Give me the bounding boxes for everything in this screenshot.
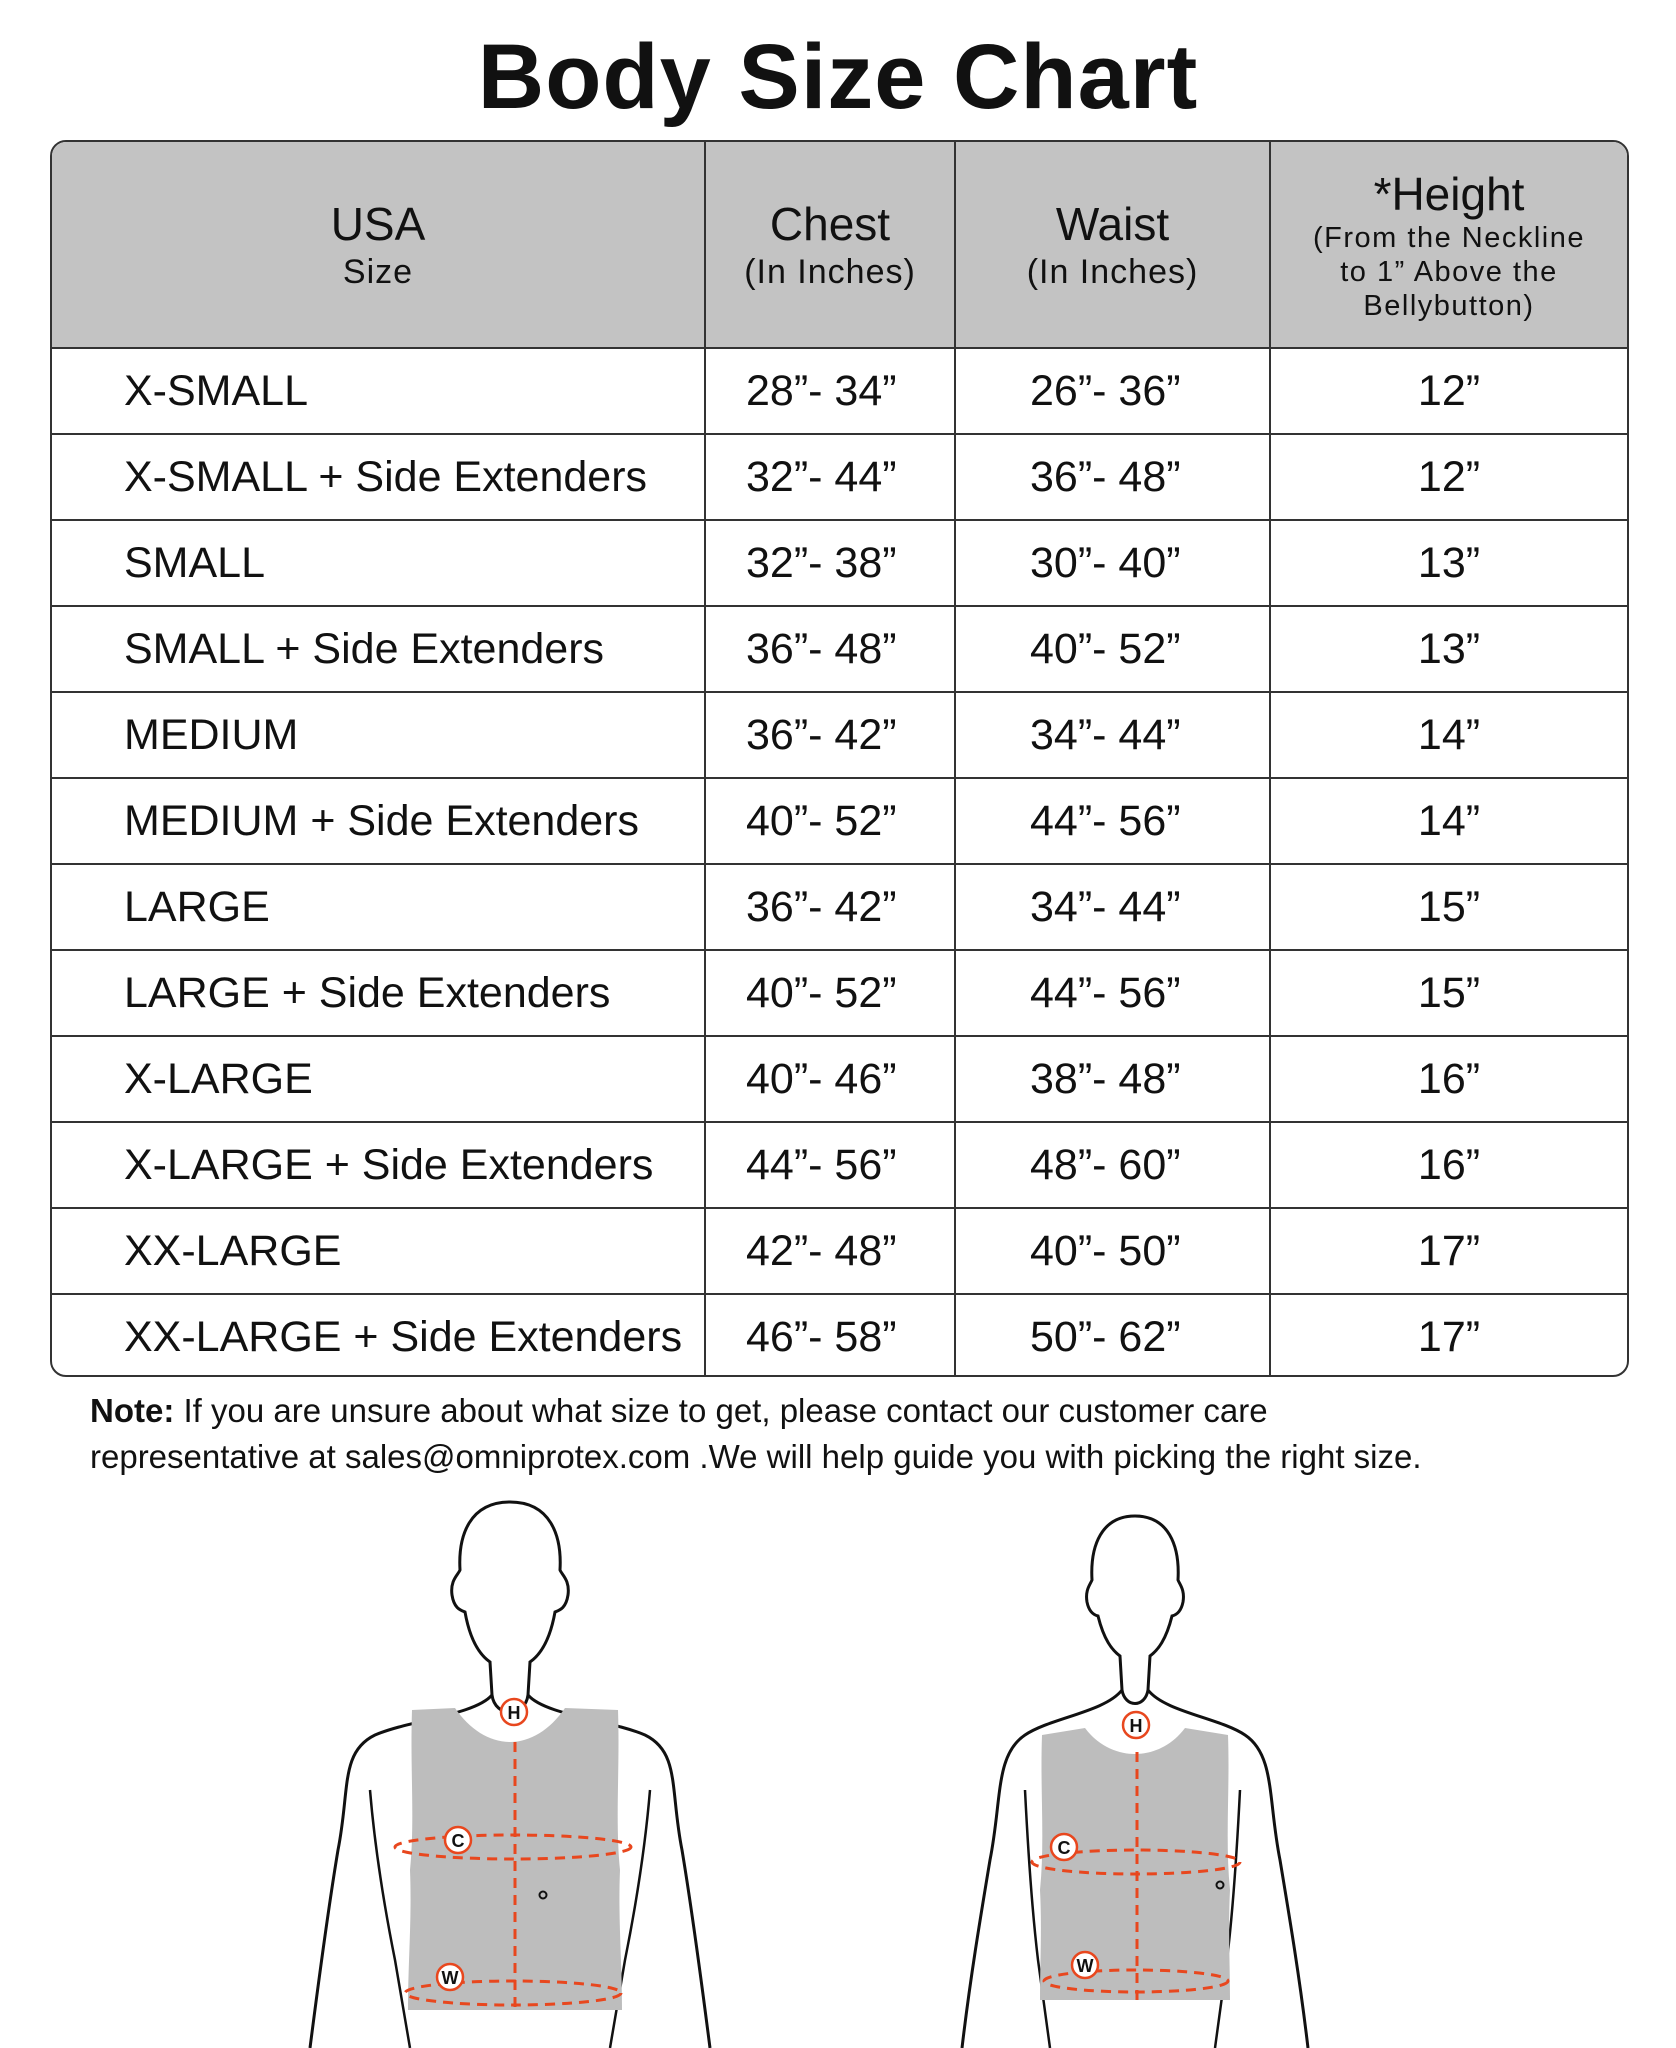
height-marker [501, 1699, 527, 1725]
note-label: Note: [90, 1392, 175, 1429]
table-row [52, 778, 1627, 864]
svg-text:C: C [1057, 1838, 1071, 1858]
height-cell: 16” [1270, 1036, 1627, 1122]
size-cell: XX-LARGE [52, 1208, 705, 1294]
waist-cell: 26”- 36” [955, 348, 1270, 434]
female-body-figure [940, 1490, 1360, 2048]
table-row [52, 950, 1627, 1036]
chest-cell: 28”- 34” [705, 348, 955, 434]
note-text [90, 1388, 1610, 1480]
chest-cell: 32”- 44” [705, 434, 955, 520]
table-row [52, 1122, 1627, 1208]
waist-cell: 40”- 52” [955, 606, 1270, 692]
header-usa-size: USA Size [52, 142, 705, 348]
note-line-2: representative at sales@omniprotex.com .We will help guide you with picking the right size. [90, 1438, 1422, 1475]
chest-cell: 32”- 38” [705, 520, 955, 606]
size-cell: LARGE + Side Extenders [52, 950, 705, 1036]
chest-marker [445, 1827, 471, 1853]
svg-text:H: H [1129, 1716, 1143, 1736]
size-cell: MEDIUM + Side Extenders [52, 778, 705, 864]
height-cell: 13” [1270, 520, 1627, 606]
waist-cell: 48”- 60” [955, 1122, 1270, 1208]
height-cell: 17” [1270, 1208, 1627, 1294]
size-cell: X-LARGE [52, 1036, 705, 1122]
size-cell: X-LARGE + Side Extenders [52, 1122, 705, 1208]
size-cell: SMALL + Side Extenders [52, 606, 705, 692]
chest-marker [1051, 1834, 1077, 1860]
svg-text:C: C [451, 1831, 465, 1851]
male-body-figure [300, 1490, 720, 2048]
height-cell: 12” [1270, 348, 1627, 434]
height-cell: 14” [1270, 778, 1627, 864]
table-row [52, 348, 1627, 434]
chest-cell: 40”- 46” [705, 1036, 955, 1122]
waist-cell: 34”- 44” [955, 864, 1270, 950]
height-cell: 17” [1417, 1313, 1481, 1361]
waist-cell: 34”- 44” [955, 692, 1270, 778]
size-chart-table [50, 140, 1629, 1377]
waist-cell: 38”- 48” [955, 1036, 1270, 1122]
chest-cell: 42”- 48” [705, 1208, 955, 1294]
waist-cell: 44”- 56” [955, 950, 1270, 1036]
size-cell: XX-LARGE + Side Extenders [52, 1294, 705, 1377]
table-row [52, 864, 1627, 950]
head-outline [452, 1502, 569, 1712]
table-row [52, 692, 1627, 778]
page-title: Body Size Chart [477, 26, 1199, 128]
chest-cell: 40”- 52” [705, 950, 955, 1036]
size-cell: MEDIUM [52, 692, 705, 778]
table-row [52, 520, 1627, 606]
header-height: *Height (From the Neckline to 1” Above the Bellybutton) [1270, 142, 1627, 348]
height-cell: 13” [1270, 606, 1627, 692]
note-line-1: If you are unsure about what size to get, please contact our customer care [174, 1392, 1268, 1429]
size-cell: LARGE [52, 864, 705, 950]
size-cell: X-SMALL [52, 348, 705, 434]
waist-marker [437, 1964, 463, 1990]
waist-cell: 36”- 48” [955, 434, 1270, 520]
header-chest: Chest (In Inches) [705, 142, 955, 348]
height-cell: 12” [1270, 434, 1627, 520]
height-marker [1123, 1712, 1149, 1738]
svg-text:W: W [441, 1968, 459, 1988]
svg-text:H: H [507, 1703, 521, 1723]
size-cell: X-SMALL + Side Extenders [52, 434, 705, 520]
head-outline [1087, 1516, 1184, 1704]
height-cell: 15” [1270, 950, 1627, 1036]
height-cell: 15” [1270, 864, 1627, 950]
table-row [52, 1036, 1627, 1122]
chest-cell: 36”- 42” [705, 864, 955, 950]
table-row [52, 606, 1627, 692]
size-cell: SMALL [52, 520, 705, 606]
svg-text:W: W [1076, 1956, 1094, 1976]
table-header-row [52, 142, 1627, 348]
table-row [52, 1294, 1627, 1377]
vest-shape [1040, 1728, 1230, 2000]
waist-marker [1072, 1952, 1098, 1978]
chest-cell: 46”- 58” [705, 1294, 955, 1377]
waist-cell: 30”- 40” [955, 520, 1270, 606]
waist-cell: 40”- 50” [955, 1208, 1270, 1294]
chest-cell: 36”- 48” [705, 606, 955, 692]
height-cell: 16” [1270, 1122, 1627, 1208]
chest-cell: 44”- 56” [705, 1122, 955, 1208]
chest-cell: 40”- 52” [705, 778, 955, 864]
table-row [52, 1208, 1627, 1294]
header-waist: Waist (In Inches) [955, 142, 1270, 348]
table-row [52, 434, 1627, 520]
height-cell: 14” [1270, 692, 1627, 778]
waist-cell: 50”- 62” [955, 1294, 1270, 1377]
chest-cell: 36”- 42” [705, 692, 955, 778]
waist-cell: 44”- 56” [955, 778, 1270, 864]
